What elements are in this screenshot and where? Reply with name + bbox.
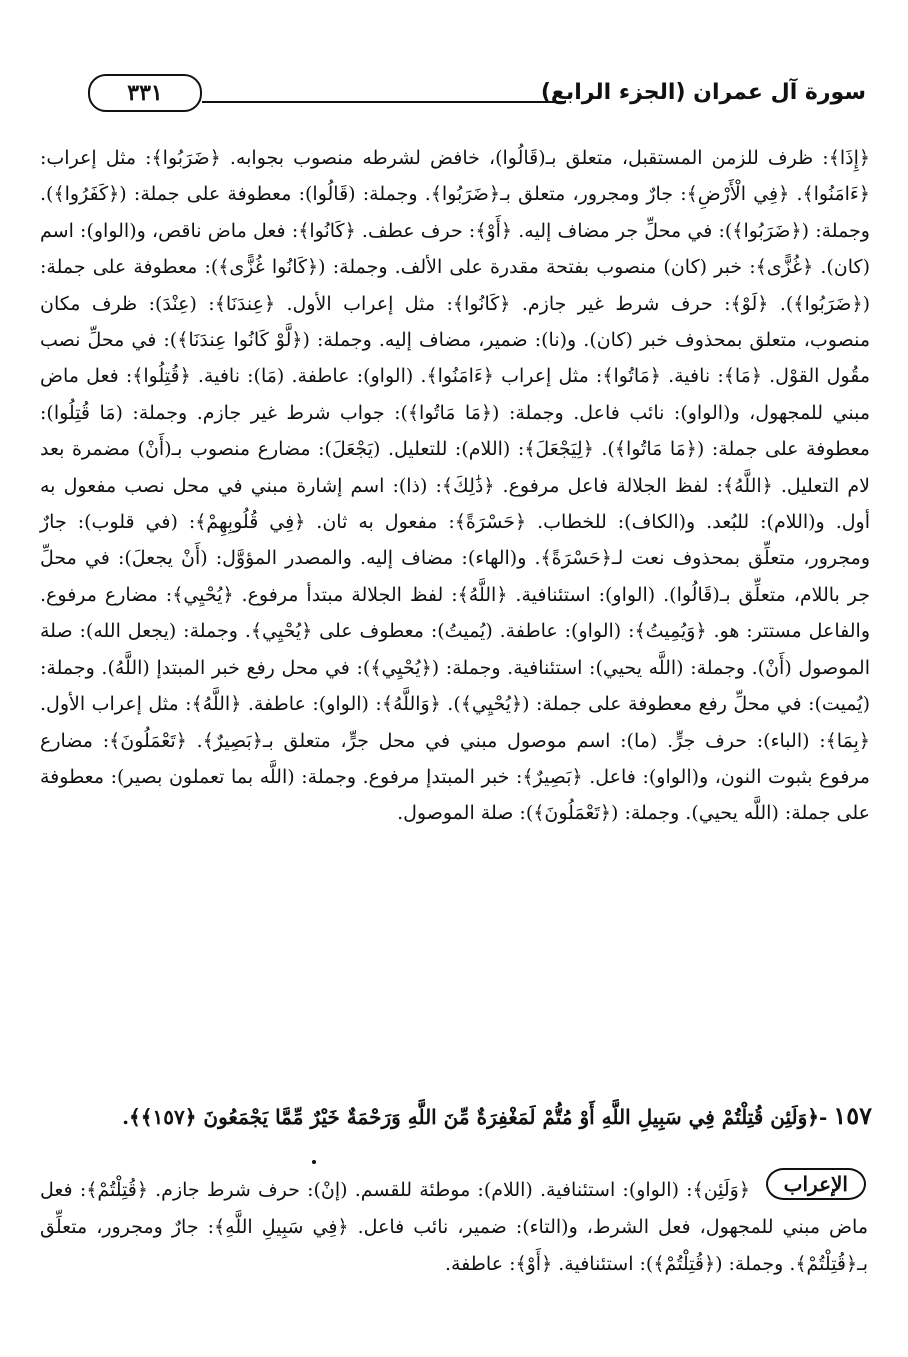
running-head-title: سورة آل عمران (الجزء الرابع) — [540, 80, 866, 105]
header-rule — [202, 101, 566, 103]
page-header — [40, 70, 866, 120]
page-number: ٣٣١ — [88, 74, 202, 112]
irab-paragraph: ﴿وَلَئِن﴾: (الواو): استئنافية. (اللام): موطئة للقسم. (إنْ): حرف شرط جازم. ﴿قُتِلْتُمْ﴾: فعل ماض مبني للمجهول، فعل الشرط، و(التاء): ضمير، نائب فاعل. ﴿فِي سَبِيلِ اللَّهِ﴾: جارٌ ومجرور، متعلِّق بـ﴿قُتِلْتُمْ﴾. وجملة: (﴿قُتِلْتُمْ﴾): استئنافية. ﴿أَوْ﴾: عاطفة. — [40, 1179, 868, 1275]
irab-heading-badge: الإعراب — [766, 1168, 866, 1200]
commentary-paragraph: ﴿إِذَا﴾: ظرف للزمن المستقبل، متعلق بـ(قَالُوا)، خافض لشرطه منصوب بجوابه. ﴿ضَرَبُوا﴾: مثل إعراب: ﴿ءَامَنُوا﴾. ﴿فِي الْأَرْضِ﴾: جارٌ ومجرور، متعلق بـ﴿ضَرَبُوا﴾. وجملة: (قَالُوا): معطوفة على جملة: (﴿كَفَرُوا﴾). وجملة: (﴿ضَرَبُوا﴾): في محلِّ جر مضاف إليه. ﴿أَوْ﴾: حرف عطف. ﴿كَانُوا﴾: فعل ماض ناقص، و(الواو): اسم (كان). ﴿غُزًّى﴾: خبر (كان) منصوب بفتحة مقدرة على الألف. وجملة: (﴿كَانُوا غُزًّى﴾): معطوفة على جملة: (﴿ضَرَبُوا﴾). ﴿لَوْ﴾: حرف شرط غير جازم. ﴿كَانُوا﴾: مثل إعراب الأول. ﴿عِندَنَا﴾: (عِنْدَ): ظرف مكان منصوب، متعلق بمحذوف خبر (كان). و(نا): ضمير، مضاف إليه. وجملة: (﴿لَّوْ كَانُوا عِندَنَا﴾): في محلِّ نصب مقُول القوْل. ﴿مَا﴾: نافية. ﴿مَاتُوا﴾: مثل إعراب ﴿ءَامَنُوا﴾. (الواو): عاطفة. (مَا): نافية. ﴿قُتِلُوا﴾: فعل ماض مبني للمجهول، و(الواو): نائب فاعل. وجملة: (﴿مَا مَاتُوا﴾): جواب شرط غير جازم. وجملة: (مَا قُتِلُوا): معطوفة على جملة: (﴿مَا مَاتُوا﴾). ﴿لِيَجْعَلَ﴾: (اللام): للتعليل. (يَجْعَلَ): مضارع منصوب بـ(أَنْ) مضمرة بعد لام التعليل. ﴿اللَّهُ﴾: لفظ الجلالة فاعل مرفوع. ﴿ذَٰلِكَ﴾: (ذا): اسم إشارة مبني في محل نصب مفعول به أول. و(اللام): للبُعد. و(الكاف): للخطاب. ﴿حَسْرَةً﴾: مفعول به ثان. ﴿فِي قُلُوبِهِمْ﴾: (في قلوب): جارٌ ومجرور، متعلِّق بمحذوف نعت لـ﴿حَسْرَةً﴾. و(الهاء): مضاف إليه. والمصدر المؤوَّل: (أَنْ يجعلَ): في محلِّ جر باللام، متعلِّق بـ(قَالُوا). (الواو): استئنافية. ﴿اللَّهُ﴾: لفظ الجلالة مبتدأ مرفوع. ﴿يُحْيِي﴾: مضارع مرفوع. والفاعل مستتر: هو. ﴿وَيُمِيتُ﴾: (الواو): عاطفة. (يُميتُ): معطوف على ﴿يُحْيِي﴾. وجملة: (يجعل الله): صلة الموصول (أَنْ). وجملة: (اللَّه يحيي): استئنافية. وجملة: (﴿يُحْيِي﴾): في محل رفع خبر المبتدإ (اللَّهُ). وجملة: (يُميت): في محلِّ رفع معطوفة على جملة: (﴿يُحْيِي﴾). ﴿وَاللَّهُ﴾: (الواو): عاطفة. ﴿اللَّهُ﴾: مثل إعراب الأول. ﴿بِمَا﴾: (الباء): حرف جرٍّ. (ما): اسم موصول مبني في محل جرٍّ، متعلق بـ﴿بَصِيرٌ﴾. ﴿تَعْمَلُونَ﴾: مضارع مرفوع بثبوت النون، و(الواو): فاعل. ﴿بَصِيرٌ﴾: خبر المبتدإ مرفوع. وجملة: (اللَّه بما تعملون بصير): معطوفة على جملة: (اللَّه يحيي). وجملة: (﴿تَعْمَلُونَ﴾): صلة الموصول. — [40, 147, 870, 825]
commentary-body — [40, 140, 870, 832]
verse-number: ١٥٧ — [833, 1101, 872, 1130]
decorative-dot — [312, 1160, 316, 1164]
verse-line — [40, 1096, 872, 1137]
verse-text: -﴿وَلَئِن قُتِلْتُمْ فِي سَبِيلِ اللَّهِ أَوْ مُتُّمْ لَمَغْفِرَةٌ مِّنَ اللَّهِ وَرَحْمَةٌ خَيْرٌ مِّمَّا يَجْمَعُونَ ﴿١٥٧﴾﴾. — [122, 1105, 828, 1129]
